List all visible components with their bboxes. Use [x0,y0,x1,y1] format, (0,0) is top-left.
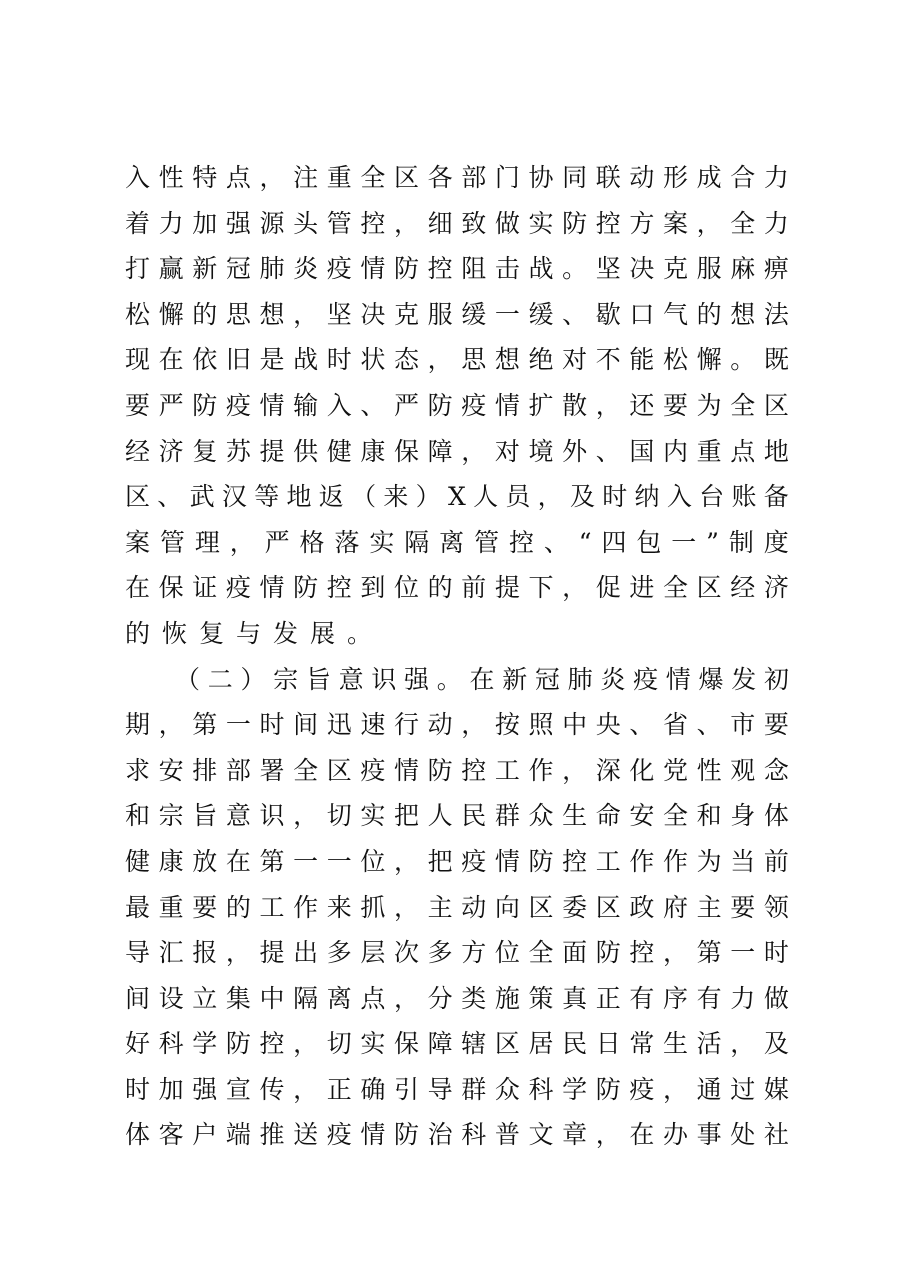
text-line: 健 康 放 在 第 一 一 位 ， 把 疫 情 防 控 工 作 作 为 当 前 [125,846,789,876]
text-line: 导 汇 报 ， 提 出 多 层 次 多 方 位 全 面 防 控 ， 第 一 时 [125,938,789,968]
text-line: 入 性 特 点 ， 注 重 全 区 各 部 门 协 同 联 动 形 成 合 力 [125,163,789,192]
text-line: 经 济 复 苏 提 供 健 康 保 障 ， 对 境 外 、 国 内 重 点 地 [125,436,789,466]
paragraph-end-line: 的恢复与发展。 [125,618,385,648]
text-line: 在 保 证 疫 情 防 控 到 位 的 前 提 下 ， 促 进 全 区 经 济 [125,573,789,603]
text-line: 案 管 理 ， 严 格 落 实 隔 离 管 控 、 “ 四 包 一 ” 制 度 [125,527,789,557]
text-line: 最 重 要 的 工 作 来 抓 ， 主 动 向 区 委 区 政 府 主 要 领 [125,892,789,922]
text-line: 时 加 强 宣 传 ， 正 确 引 导 群 众 科 学 防 疫 ， 通 过 媒 [125,1074,789,1104]
section-heading-line: （ 二 ） 宗 旨 意 识 强 。 在 新 冠 肺 炎 疫 情 爆 发 初 [175,664,789,694]
text-line: 打 赢 新 冠 肺 炎 疫 情 防 控 阻 击 战 。 坚 决 克 服 麻 痹 [125,254,789,284]
text-line: 间 设 立 集 中 隔 离 点 ， 分 类 施 策 真 正 有 序 有 力 做 [125,983,789,1013]
text-line: 期 ， 第 一 时 间 迅 速 行 动 ， 按 照 中 央 、 省 、 市 要 [125,710,789,740]
body-text [125,155,789,1158]
text-line: 着 力 加 强 源 头 管 控 ， 细 致 做 实 防 控 方 案 ， 全 力 [125,208,789,238]
text-line: 体 客 户 端 推 送 疫 情 防 治 科 普 文 章 ， 在 办 事 处 社 [125,1120,789,1150]
text-line: 要 严 防 疫 情 输 入 、 严 防 疫 情 扩 散 ， 还 要 为 全 区 [125,390,789,420]
text-line: 松 懈 的 思 想 ， 坚 决 克 服 缓 一 缓 、 歇 口 气 的 想 法 [125,299,789,329]
text-line: 好 科 学 防 控 ， 切 实 保 障 辖 区 居 民 日 常 生 活 ， 及 [125,1029,789,1059]
text-line: 现 在 依 旧 是 战 时 状 态 ， 思 想 绝 对 不 能 松 懈 。 既 [125,345,789,375]
text-line: 求 安 排 部 署 全 区 疫 情 防 控 工 作 ， 深 化 党 性 观 念 [125,755,789,785]
text-line: 区 、 武 汉 等 地 返 （ 来 ） X 人 员 ， 及 时 纳 入 台 账 备 [125,482,789,512]
text-line: 和 宗 旨 意 识 ， 切 实 把 人 民 群 众 生 命 安 全 和 身 体 [125,801,789,831]
